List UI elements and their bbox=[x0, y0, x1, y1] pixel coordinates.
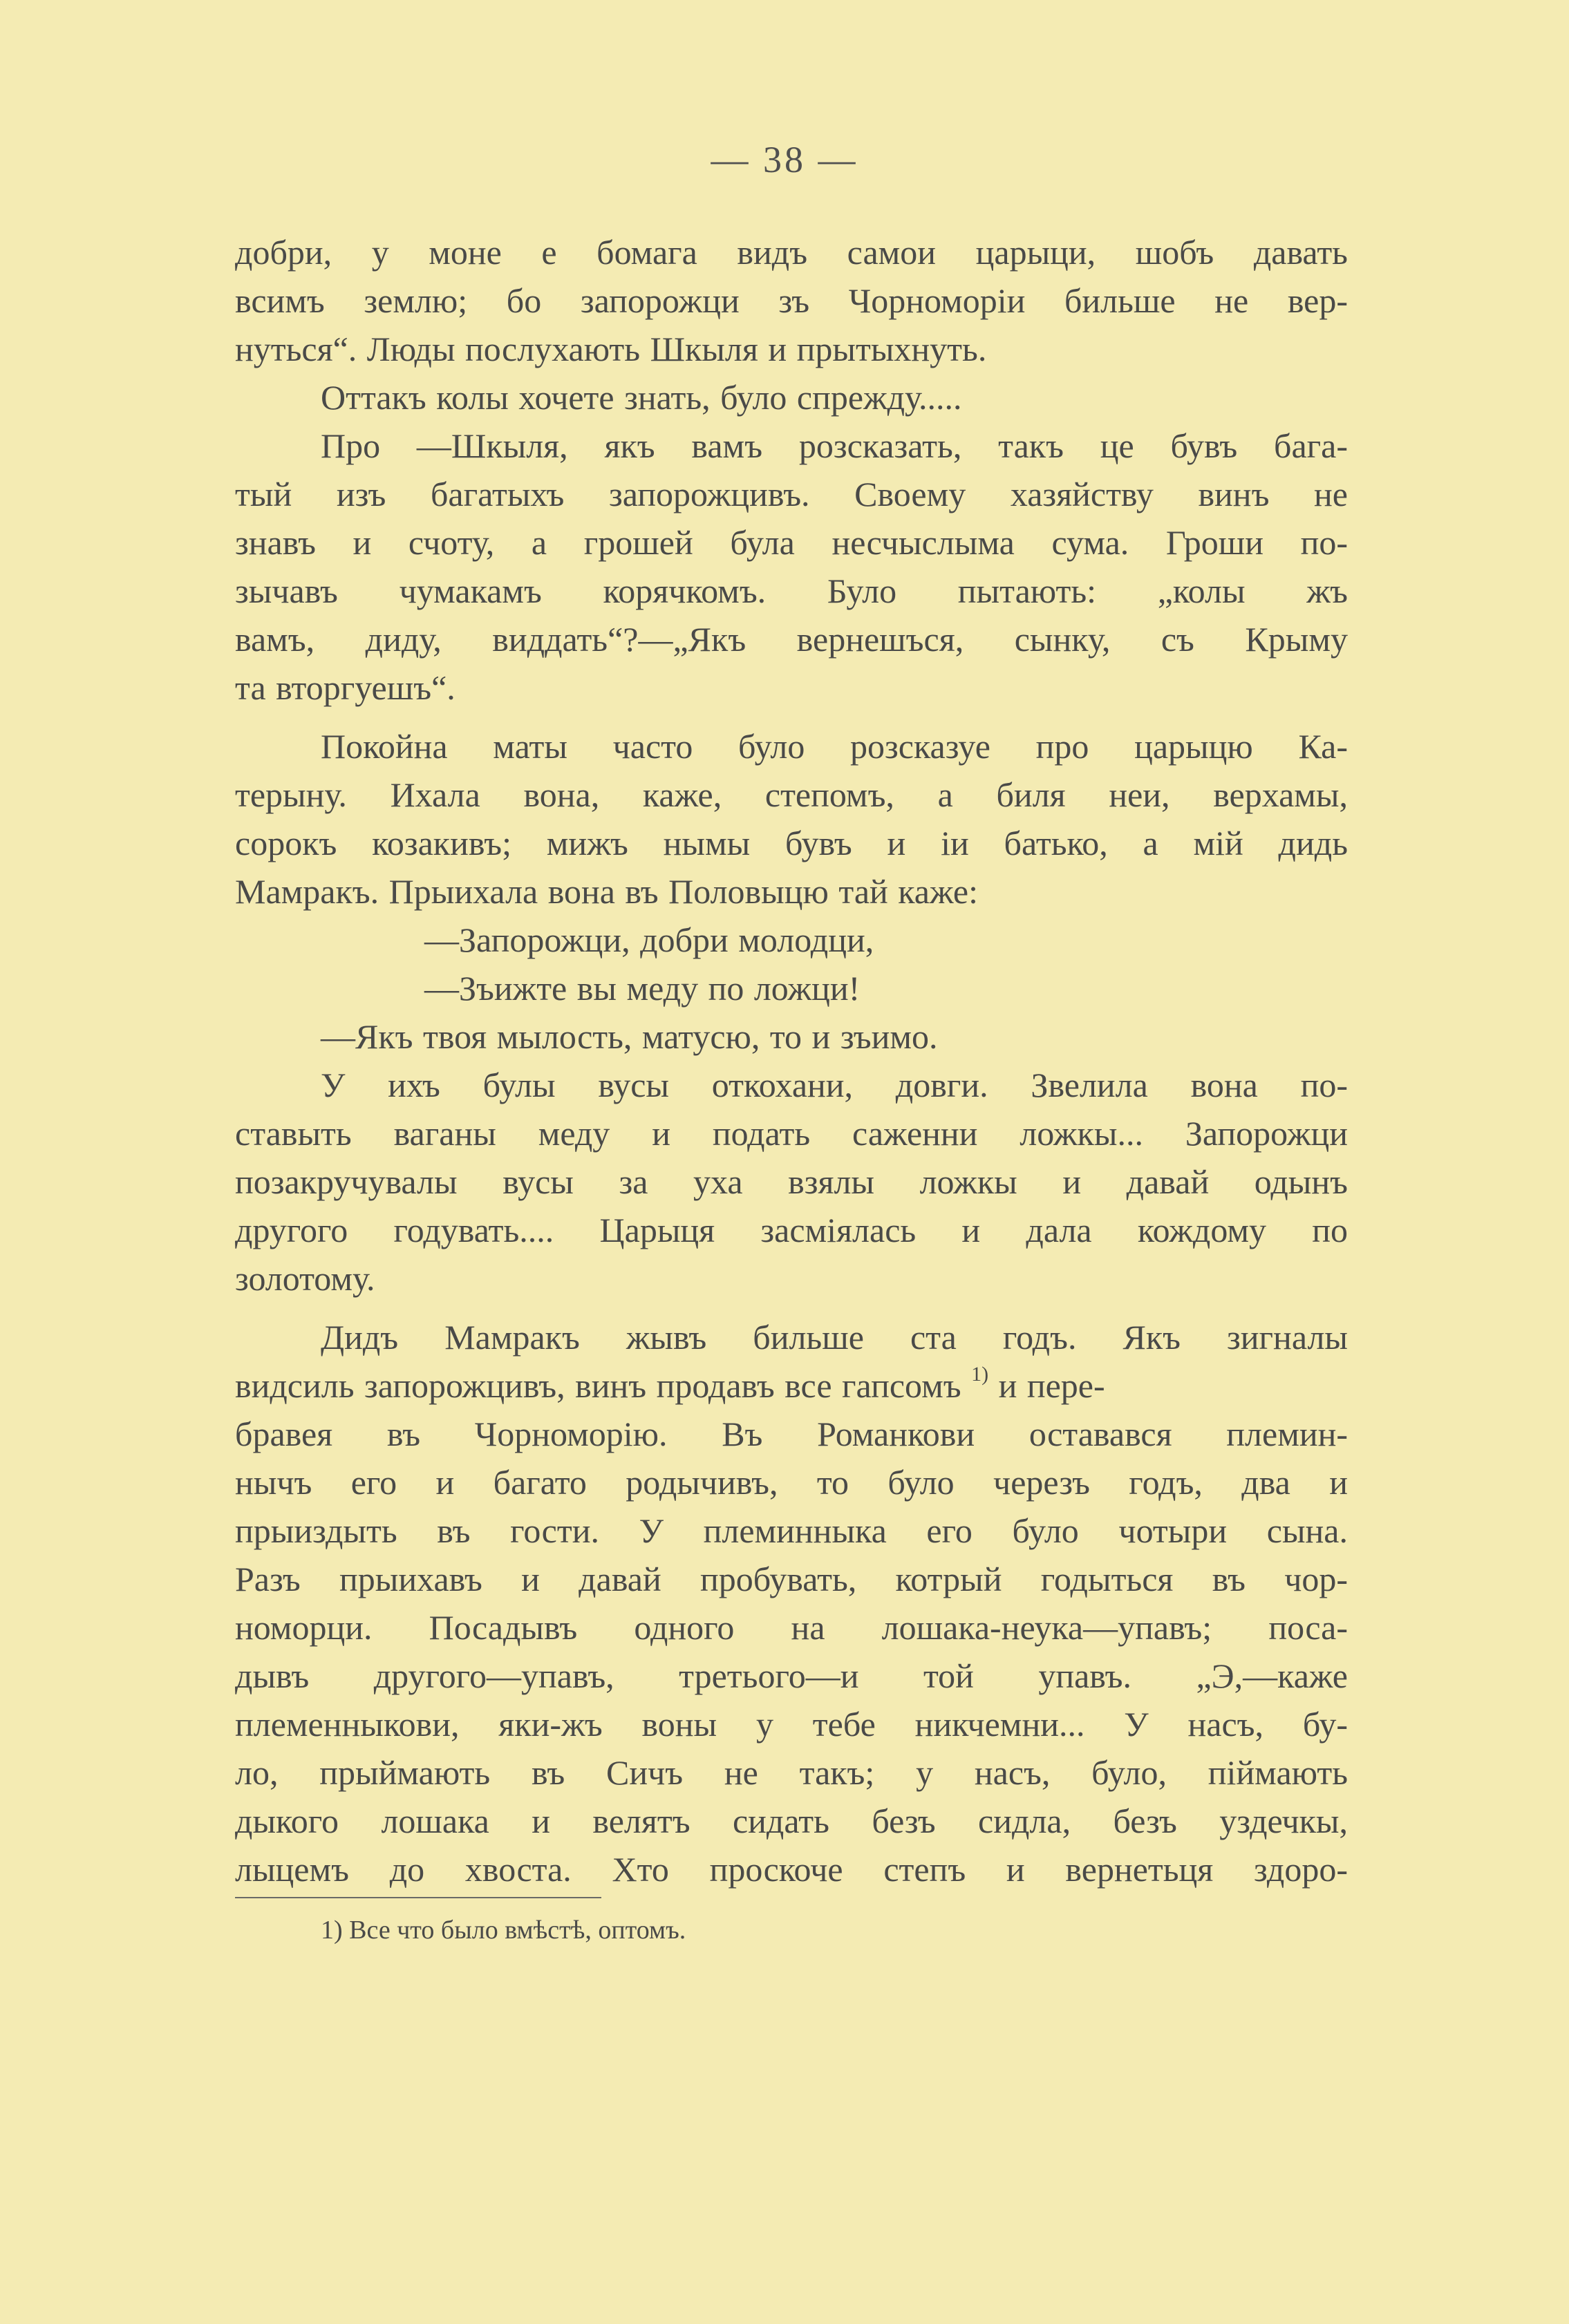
text-line: У ихъ булы вусы откохани, довги. Звелила вона по- bbox=[321, 1066, 1348, 1104]
text-line: Разъ прыихавъ и давай пробувать, котрый годыться въ чор- bbox=[235, 1560, 1348, 1598]
text-line: дыкого лошака и велятъ сидать безъ сидла, безъ уздечкы, bbox=[235, 1802, 1348, 1840]
text-line: ло, прыймають въ Сичъ не такъ; у насъ, було, піймають bbox=[235, 1753, 1348, 1792]
text-line: добри, у моне е бомага видъ самои царыци, шобъ давать bbox=[235, 233, 1348, 272]
text-line: вамъ, диду, виддать“?—„Якъ вернешъся, сынку, съ Крыму bbox=[235, 620, 1348, 659]
footnote-text: Все что было вмѣстѣ, оптомъ. bbox=[349, 1916, 686, 1945]
text-line: племенныкови, яки-жъ воны у тебе никчемни... У насъ, бу- bbox=[235, 1705, 1348, 1744]
text-line: тый изъ багатыхъ запорожцивъ. Своему хазяйству винъ не bbox=[235, 475, 1348, 513]
footnote bbox=[321, 1913, 686, 1947]
text-line: Дидъ Мамракъ жывъ бильше ста годъ. Якъ зигналы bbox=[321, 1318, 1348, 1357]
text-line: нычъ его и багато родычивъ, то було черезъ годъ, два и bbox=[235, 1463, 1348, 1502]
text-line: Про —Шкыля, якъ вамъ розсказать, такъ це бувъ бага- bbox=[321, 426, 1348, 465]
dialog-line: —Якъ твоя мылость, матусю, то и зъимо. bbox=[321, 1017, 938, 1056]
text-line: сорокъ козакивъ; мижъ нымы бувъ и іи батько, а мій дидь bbox=[235, 824, 1348, 862]
text-segment: и пере- bbox=[998, 1366, 1105, 1405]
text-line: терыну. Ихала вона, каже, степомъ, а биля неи, верхамы, bbox=[235, 775, 1348, 814]
text-line: Оттакъ колы хочете знать, було спрежду..... bbox=[321, 378, 962, 417]
text-line: всимъ землю; бо запорожци зъ Чорноморіи бильше не вер- bbox=[235, 281, 1348, 320]
text-line: Покойна маты часто було розсказуе про царыцю Ка- bbox=[321, 727, 1348, 766]
text-line: Мамракъ. Прыихала вона въ Половыцю тай каже: bbox=[235, 872, 978, 911]
text-line: та вторгуешъ“. bbox=[235, 668, 455, 707]
poem-line: —Зъижте вы меду по ложци! bbox=[424, 969, 861, 1008]
footnote-marker: 1) bbox=[321, 1916, 343, 1945]
text-segment: видсиль запорожцивъ, винъ продавъ все гапсомъ bbox=[235, 1366, 961, 1405]
text-line: прыиздыть въ гости. У племинныка его було чотыри сына. bbox=[235, 1511, 1348, 1550]
text-line: знавъ и счоту, а грошей була несчыслыма сума. Гроши по- bbox=[235, 523, 1348, 562]
text-line: номорци. Посадывъ одного на лошака-неука—упавъ; поса- bbox=[235, 1608, 1348, 1647]
text-line-with-footnote-ref bbox=[235, 1361, 1348, 1410]
page-number: — 38 — bbox=[711, 139, 858, 180]
text-line: дывъ другого—упавъ, третього—и той упавъ. „Э,—каже bbox=[235, 1656, 1348, 1695]
text-line: ставыть ваганы меду и подать саженни ложкы... Запорожци bbox=[235, 1114, 1348, 1153]
footnote-reference: 1) bbox=[971, 1363, 989, 1386]
text-line: бравея въ Чорноморію. Въ Романкови оставався племин- bbox=[235, 1415, 1348, 1453]
footnote-divider bbox=[235, 1897, 601, 1898]
text-line: другого годувать.... Царыця засміялась и дала кождому по bbox=[235, 1211, 1348, 1249]
poem-line: —Запорожци, добри молодци, bbox=[424, 920, 874, 959]
text-line: позакручувалы вусы за уха взялы ложкы и давай одынъ bbox=[235, 1162, 1348, 1201]
text-line: зычавъ чумакамъ корячкомъ. Було пытають: „колы жъ bbox=[235, 571, 1348, 610]
text-line: золотому. bbox=[235, 1259, 375, 1298]
text-line: нуться“. Люды послухають Шкыля и прытыхнуть. bbox=[235, 330, 987, 368]
text-line: лыцемъ до хвоста. Хто проскоче степъ и вернетьця здоро- bbox=[235, 1850, 1348, 1889]
